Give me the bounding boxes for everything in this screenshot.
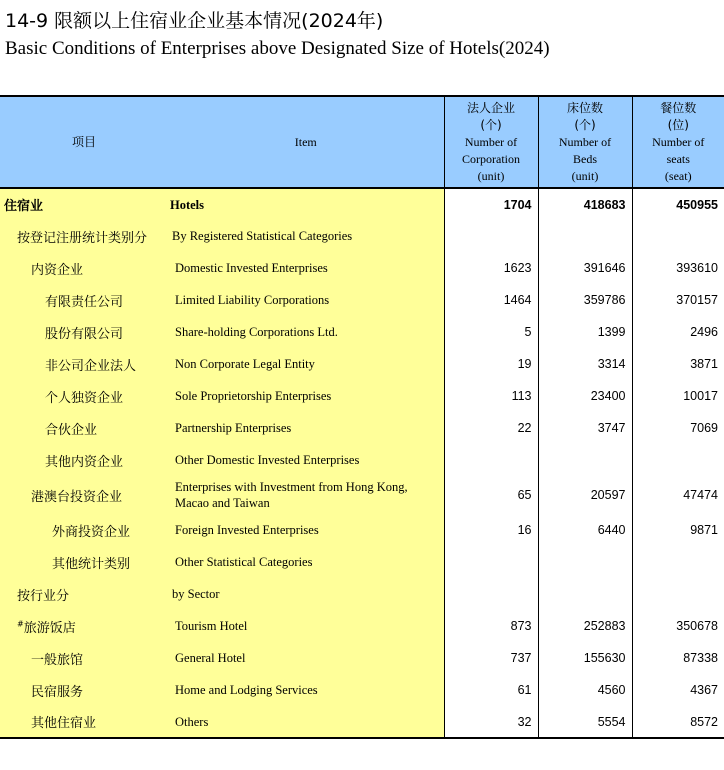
row-label-en: General Hotel: [168, 642, 444, 674]
header-beds-unit-cn: (个): [574, 117, 596, 132]
header-corporation-unit-cn: (个): [480, 117, 502, 132]
table-row: [0, 444, 724, 476]
cell-corporation: 1704: [444, 188, 538, 220]
data-table: [0, 95, 724, 739]
cell-beds: [538, 546, 632, 578]
header-corporation-en2: Corporation: [462, 151, 520, 166]
header-item-en: Item: [168, 96, 444, 188]
row-label-en: Share-holding Corporations Ltd.: [168, 316, 444, 348]
row-label-en: Domestic Invested Enterprises: [168, 252, 444, 284]
row-label-en: Other Statistical Categories: [168, 546, 444, 578]
cell-seats: 393610: [632, 252, 724, 284]
cell-seats: 47474: [632, 476, 724, 514]
cell-seats: 350678: [632, 610, 724, 642]
header-beds-en1: Number of: [558, 134, 612, 149]
table-header: [0, 96, 724, 188]
cell-corporation: 1623: [444, 252, 538, 284]
page-title-en: Basic Conditions of Enterprises above Designated Size of Hotels(2024): [5, 38, 550, 59]
cell-seats: 10017: [632, 380, 724, 412]
cell-beds: 252883: [538, 610, 632, 642]
page-title-cn: 14-9 限额以上住宿业企业基本情况(2024年): [5, 10, 384, 32]
table-row: [0, 380, 724, 412]
row-label-en: by Sector: [168, 578, 444, 610]
table-row: [0, 578, 724, 610]
cell-seats: [632, 444, 724, 476]
header-corporation-cn: 法人企业: [466, 100, 515, 115]
row-label-en: Hotels: [168, 188, 444, 220]
cell-beds: 20597: [538, 476, 632, 514]
cell-beds: [538, 444, 632, 476]
cell-beds: 6440: [538, 514, 632, 546]
row-label-en: Other Domestic Invested Enterprises: [168, 444, 444, 476]
row-label-cn: 合伙企业: [0, 412, 168, 444]
row-label-en: Home and Lodging Services: [168, 674, 444, 706]
row-label-cn: 民宿服务: [0, 674, 168, 706]
cell-corporation: 737: [444, 642, 538, 674]
header-beds-en2: Beds: [573, 151, 597, 166]
row-label-cn: 股份有限公司: [0, 316, 168, 348]
cell-beds: 155630: [538, 642, 632, 674]
row-label-en: Limited Liability Corporations: [168, 284, 444, 316]
footnote-mark: #: [17, 619, 24, 629]
row-label-cn: 住宿业: [0, 188, 168, 220]
cell-corporation: 19: [444, 348, 538, 380]
cell-seats: [632, 578, 724, 610]
header-seats-en2: seats: [666, 151, 690, 166]
header-seats-en1: Number of: [652, 134, 705, 149]
header-beds-unit-en: (unit): [571, 168, 599, 183]
cell-seats: [632, 220, 724, 252]
header-corporation-unit-en: (unit): [477, 168, 505, 183]
row-label-cn: 其他住宿业: [0, 706, 168, 738]
cell-corporation: 113: [444, 380, 538, 412]
cell-seats: 8572: [632, 706, 724, 738]
row-label-cn-text: 旅游饭店: [23, 620, 76, 636]
row-label-en: Sole Proprietorship Enterprises: [168, 380, 444, 412]
cell-corporation: [444, 578, 538, 610]
table-row: [0, 674, 724, 706]
cell-corporation: 61: [444, 674, 538, 706]
cell-beds: 418683: [538, 188, 632, 220]
row-label-en: Others: [168, 706, 444, 738]
cell-corporation: 1464: [444, 284, 538, 316]
row-label-cn: 非公司企业法人: [0, 348, 168, 380]
table-row: [0, 610, 724, 642]
cell-corporation: 65: [444, 476, 538, 514]
table-row: [0, 220, 724, 252]
table-row: [0, 642, 724, 674]
cell-seats: 450955: [632, 188, 724, 220]
table-row: [0, 348, 724, 380]
table-row: [0, 706, 724, 738]
cell-beds: 5554: [538, 706, 632, 738]
row-label-en: Tourism Hotel: [168, 610, 444, 642]
cell-beds: 359786: [538, 284, 632, 316]
cell-seats: 2496: [632, 316, 724, 348]
header-seats-unit-en: (seat): [664, 168, 692, 183]
row-label-cn: [0, 610, 168, 642]
cell-seats: [632, 546, 724, 578]
table-row: [0, 316, 724, 348]
row-label-cn: 其他统计类别: [0, 546, 168, 578]
cell-seats: 370157: [632, 284, 724, 316]
row-label-cn: 港澳台投资企业: [0, 476, 168, 514]
cell-seats: 7069: [632, 412, 724, 444]
row-label-cn: 有限责任公司: [0, 284, 168, 316]
header-seats-unit-cn: (位): [667, 117, 689, 132]
cell-corporation: 16: [444, 514, 538, 546]
header-item-cn: 项目: [0, 96, 168, 188]
row-label-cn: 其他内资企业: [0, 444, 168, 476]
header-corporation: [444, 96, 538, 188]
header-seats: [632, 96, 724, 188]
cell-corporation: 32: [444, 706, 538, 738]
row-label-cn: 内资企业: [0, 252, 168, 284]
row-label-cn: 一般旅馆: [0, 642, 168, 674]
cell-corporation: 5: [444, 316, 538, 348]
cell-corporation: [444, 546, 538, 578]
header-corporation-en1: Number of: [464, 134, 518, 149]
row-label-en: Foreign Invested Enterprises: [168, 514, 444, 546]
table-row: [0, 476, 724, 514]
row-label-cn: 按登记注册统计类别分: [0, 220, 168, 252]
cell-corporation: 873: [444, 610, 538, 642]
cell-seats: 4367: [632, 674, 724, 706]
cell-corporation: [444, 444, 538, 476]
table-row: [0, 284, 724, 316]
row-label-en: By Registered Statistical Categories: [168, 220, 444, 252]
cell-beds: 3747: [538, 412, 632, 444]
row-label-cn: 外商投资企业: [0, 514, 168, 546]
table-row: [0, 514, 724, 546]
header-seats-cn: 餐位数: [660, 100, 697, 115]
cell-beds: [538, 578, 632, 610]
row-label-cn: 按行业分: [0, 578, 168, 610]
cell-beds: 391646: [538, 252, 632, 284]
cell-seats: 9871: [632, 514, 724, 546]
row-label-cn: 个人独资企业: [0, 380, 168, 412]
table-row: [0, 412, 724, 444]
table-row: [0, 546, 724, 578]
table-row: [0, 188, 724, 220]
cell-seats: 3871: [632, 348, 724, 380]
cell-beds: [538, 220, 632, 252]
cell-beds: 4560: [538, 674, 632, 706]
cell-corporation: [444, 220, 538, 252]
cell-seats: 87338: [632, 642, 724, 674]
row-label-en: Enterprises with Investment from Hong Kong, Macao and Taiwan: [168, 476, 444, 514]
cell-corporation: 22: [444, 412, 538, 444]
table-row: [0, 252, 724, 284]
cell-beds: 3314: [538, 348, 632, 380]
header-beds-cn: 床位数: [566, 100, 603, 115]
cell-beds: 1399: [538, 316, 632, 348]
cell-beds: 23400: [538, 380, 632, 412]
header-beds: [538, 96, 632, 188]
row-label-en: Partnership Enterprises: [168, 412, 444, 444]
row-label-en: Non Corporate Legal Entity: [168, 348, 444, 380]
